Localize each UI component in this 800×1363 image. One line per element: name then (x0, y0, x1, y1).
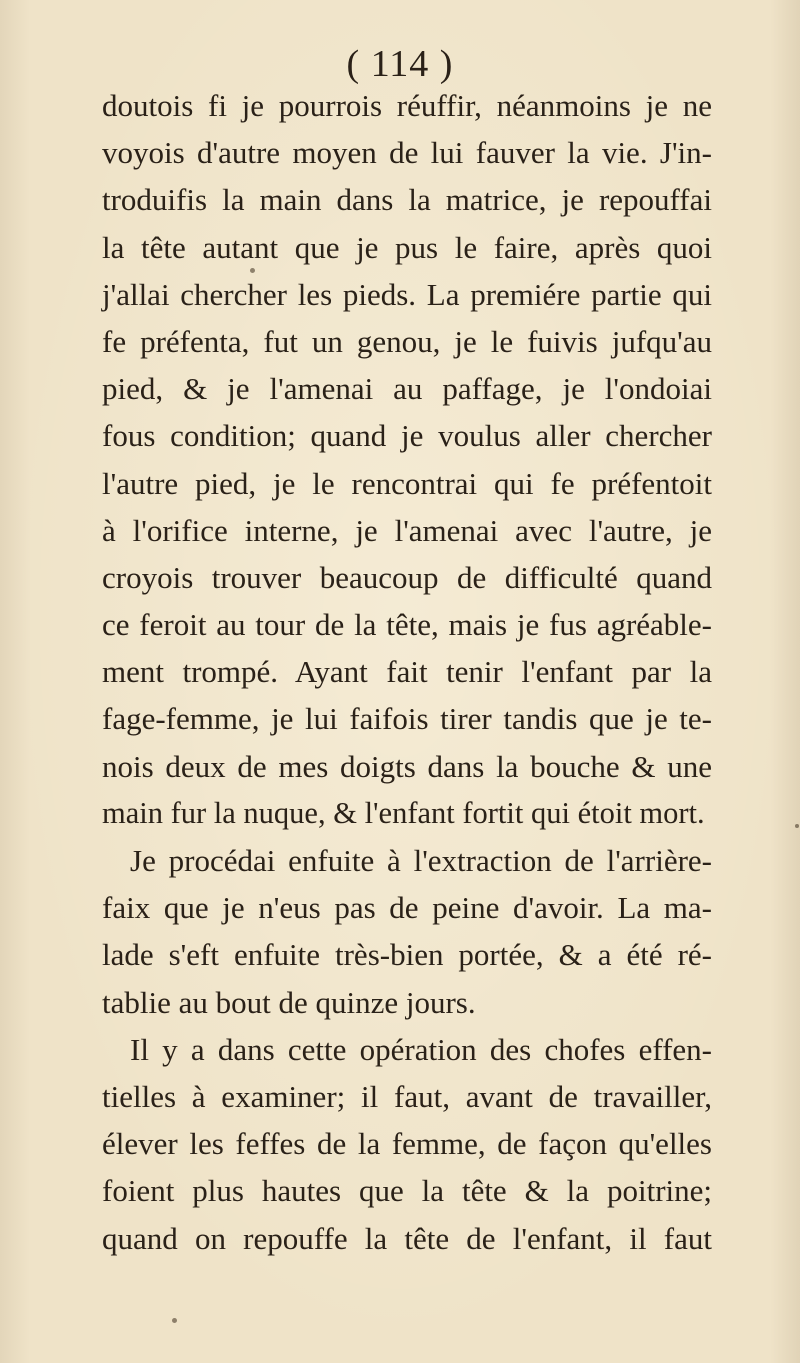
text-line: l'autre pied, je le rencontrai qui fe préfentoit (102, 465, 712, 501)
text-line: ment trompé. Ayant fait tenir l'enfant par la (102, 654, 712, 690)
paper-speck (795, 824, 799, 828)
body-text (102, 82, 712, 1262)
text-line: main fur la nuque, & l'enfant fortit qui étoit mort. (102, 795, 705, 830)
text-line: tielles à examiner; il faut, avant de travailler, (102, 1078, 712, 1114)
text-line: ce feroit au tour de la tête, mais je fus agréable- (102, 607, 712, 643)
text-line: tablie au bout de quinze jours. (102, 984, 476, 1020)
text-line: foient plus hautes que la tête & la poitrine; (102, 1173, 712, 1209)
text-line: nois deux de mes doigts dans la bouche & une (102, 748, 712, 784)
text-line: croyois trouver beaucoup de difficulté quand (102, 559, 712, 595)
text-line: faix que je n'eus pas de peine d'avoir. La ma- (102, 890, 712, 926)
text-line: Je procédai enfuite à l'extraction de l'arrière- (130, 843, 712, 878)
text-line: à l'orifice interne, je l'amenai avec l'autre, je (102, 512, 712, 548)
text-line: pied, & je l'amenai au paffage, je l'ondoiai (102, 371, 712, 407)
paper-speck (250, 268, 255, 273)
text-line: la tête autant que je pus le faire, après quoi (102, 229, 712, 265)
text-line: fage-femme, je lui faifois tirer tandis que je te- (102, 701, 712, 737)
text-line: fe préfenta, fut un genou, je le fuivis jufqu'au (102, 323, 712, 359)
paper-speck (172, 1318, 177, 1323)
text-line: troduifis la main dans la matrice, je repouffai (102, 182, 712, 218)
text-line: quand on repouffe la tête de l'enfant, il faut (102, 1220, 712, 1256)
text-line: lade s'eft enfuite très-bien portée, & a été ré- (102, 937, 712, 973)
text-line: voyois d'autre moyen de lui fauver la vie. J'in- (102, 135, 712, 171)
text-line: Il y a dans cette opération des chofes effen- (130, 1031, 712, 1067)
text-line: doutois fi je pourrois réuffir, néanmoins je ne (102, 88, 712, 123)
text-line: j'allai chercher les pieds. La premiére partie qui (102, 276, 712, 312)
page-number: ( 114 ) (346, 43, 454, 85)
text-line: fous condition; quand je voulus aller chercher (102, 418, 712, 454)
text-line: élever les feffes de la femme, de façon qu'elles (102, 1126, 712, 1162)
